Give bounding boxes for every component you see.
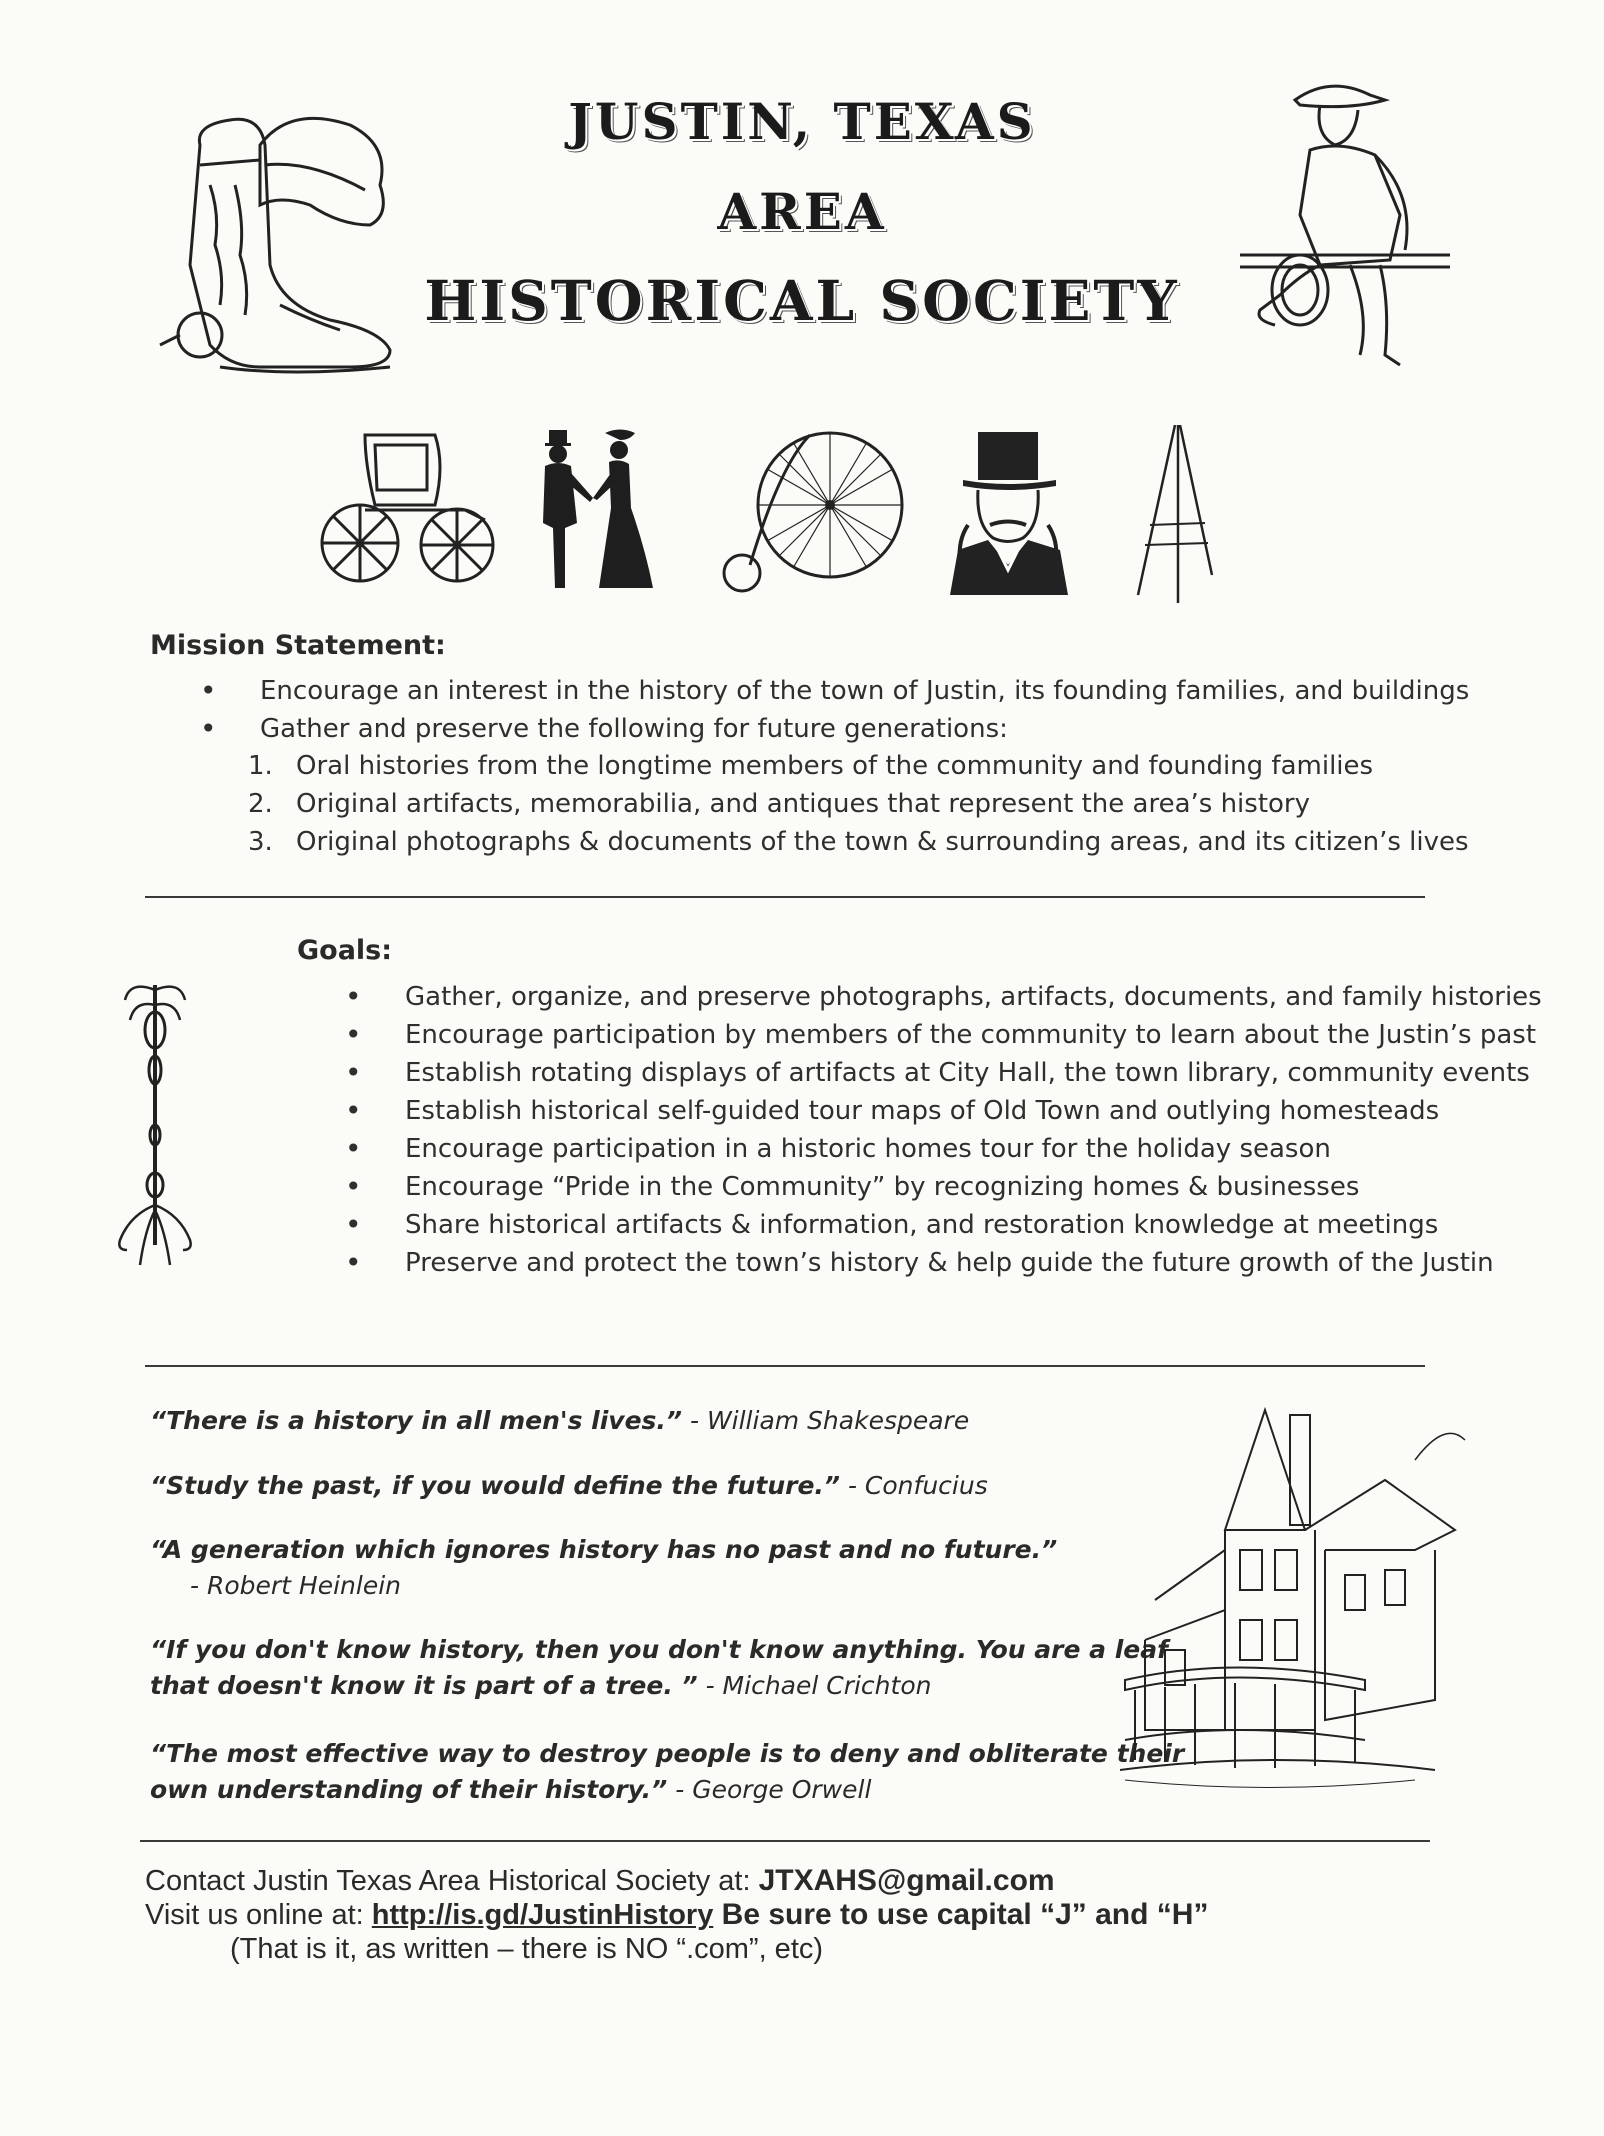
divider bbox=[145, 896, 1425, 898]
contact-line-note: (That is it, as written – there is NO “.com”, etc) bbox=[230, 1933, 824, 1965]
quote-author: - Michael Crichton bbox=[697, 1671, 932, 1700]
quote-text: “If you don't know history, then you don't know anything. You are a leaf bbox=[150, 1635, 1168, 1664]
list-number: 2. bbox=[248, 789, 273, 819]
quote bbox=[150, 1468, 988, 1504]
quote bbox=[150, 1736, 1184, 1808]
list-item: • Encourage an interest in the history of the town of Justin, its founding families, and buildings bbox=[200, 672, 1469, 710]
couple-silhouette-icon bbox=[535, 428, 660, 593]
list-number: 1. bbox=[248, 751, 273, 781]
mission-numbered-list bbox=[248, 747, 1469, 861]
contact-line-email bbox=[145, 1864, 1055, 1898]
quote-author: - Confucius bbox=[840, 1471, 988, 1500]
quote bbox=[150, 1632, 1168, 1704]
list-item: • Establish rotating displays of artifacts at City Hall, the town library, community events bbox=[345, 1054, 1542, 1092]
quote-author: - Robert Heinlein bbox=[190, 1571, 401, 1600]
list-text: Original photographs & documents of the town & surrounding areas, and its citizen’s lives bbox=[296, 827, 1469, 857]
easel-icon bbox=[1130, 425, 1220, 605]
contact-label: Contact Justin Texas Area Historical Society at: bbox=[145, 1865, 759, 1897]
divider bbox=[145, 1365, 1425, 1367]
goals-list bbox=[345, 978, 1542, 1282]
list-item: • Encourage participation in a historic homes tour for the holiday season bbox=[345, 1130, 1542, 1168]
list-text: Oral histories from the longtime members of the community and founding families bbox=[296, 751, 1374, 781]
list-number: 3. bbox=[248, 827, 273, 857]
cowboy-icon bbox=[1240, 75, 1450, 375]
goals-heading: Goals: bbox=[297, 935, 393, 966]
quote bbox=[150, 1403, 969, 1439]
list-item: • Establish historical self-guided tour maps of Old Town and outlying homesteads bbox=[345, 1092, 1542, 1130]
list-item: • Preserve and protect the town’s history & help guide the future growth of the Justin bbox=[345, 1244, 1542, 1282]
quote-author: - William Shakespeare bbox=[682, 1406, 970, 1435]
quote-text: “The most effective way to destroy people is to deny and obliterate their bbox=[150, 1739, 1185, 1768]
list-item bbox=[248, 823, 1469, 861]
coat-rack-icon bbox=[115, 975, 195, 1275]
visit-label: Visit us online at: bbox=[145, 1899, 372, 1931]
quote-text: that doesn't know it is part of a tree. ” bbox=[150, 1671, 698, 1700]
quote-text: “A generation which ignores history has no past and no future.” bbox=[150, 1535, 1058, 1564]
quote-text: “There is a history in all men's lives.” bbox=[150, 1406, 683, 1435]
title-line-1: JUSTIN, TEXAS bbox=[568, 92, 1036, 151]
list-text: Original artifacts, memorabilia, and antiques that represent the area’s history bbox=[296, 789, 1310, 819]
list-item: • Gather and preserve the following for future generations: bbox=[200, 710, 1469, 748]
title-line-3: HISTORICAL SOCIETY bbox=[424, 268, 1180, 333]
list-item bbox=[248, 785, 1469, 823]
list-item: • Encourage participation by members of the community to learn about the Justin’s past bbox=[345, 1016, 1542, 1054]
email-link[interactable]: JTXAHS@gmail.com bbox=[758, 1864, 1055, 1897]
list-item: • Gather, organize, and preserve photographs, artifacts, documents, and family histories bbox=[345, 978, 1542, 1016]
buggy-icon bbox=[315, 425, 500, 590]
contact-line-url bbox=[145, 1898, 1208, 1932]
quote-text: own understanding of their history.” bbox=[150, 1775, 668, 1804]
mission-bullet-list bbox=[200, 672, 1469, 748]
victorian-house-icon bbox=[1115, 1400, 1475, 1800]
mission-heading: Mission Statement: bbox=[150, 630, 446, 661]
capitalization-note: Be sure to use capital “J” and “H” bbox=[713, 1898, 1209, 1931]
cowboy-boot-hat-icon bbox=[140, 105, 400, 390]
list-item bbox=[248, 747, 1469, 785]
list-item: • Encourage “Pride in the Community” by recognizing homes & businesses bbox=[345, 1168, 1542, 1206]
website-link[interactable]: http://is.gd/JustinHistory bbox=[371, 1899, 714, 1931]
title-line-2: AREA bbox=[717, 182, 887, 241]
quote-text: “Study the past, if you would define the future.” bbox=[150, 1471, 841, 1500]
top-hat-man-icon bbox=[948, 430, 1073, 595]
list-item: • Share historical artifacts & information, and restoration knowledge at meetings bbox=[345, 1206, 1542, 1244]
divider bbox=[140, 1840, 1430, 1842]
penny-farthing-icon bbox=[720, 425, 910, 595]
quote bbox=[150, 1532, 1057, 1604]
quote-author: - George Orwell bbox=[667, 1775, 872, 1804]
